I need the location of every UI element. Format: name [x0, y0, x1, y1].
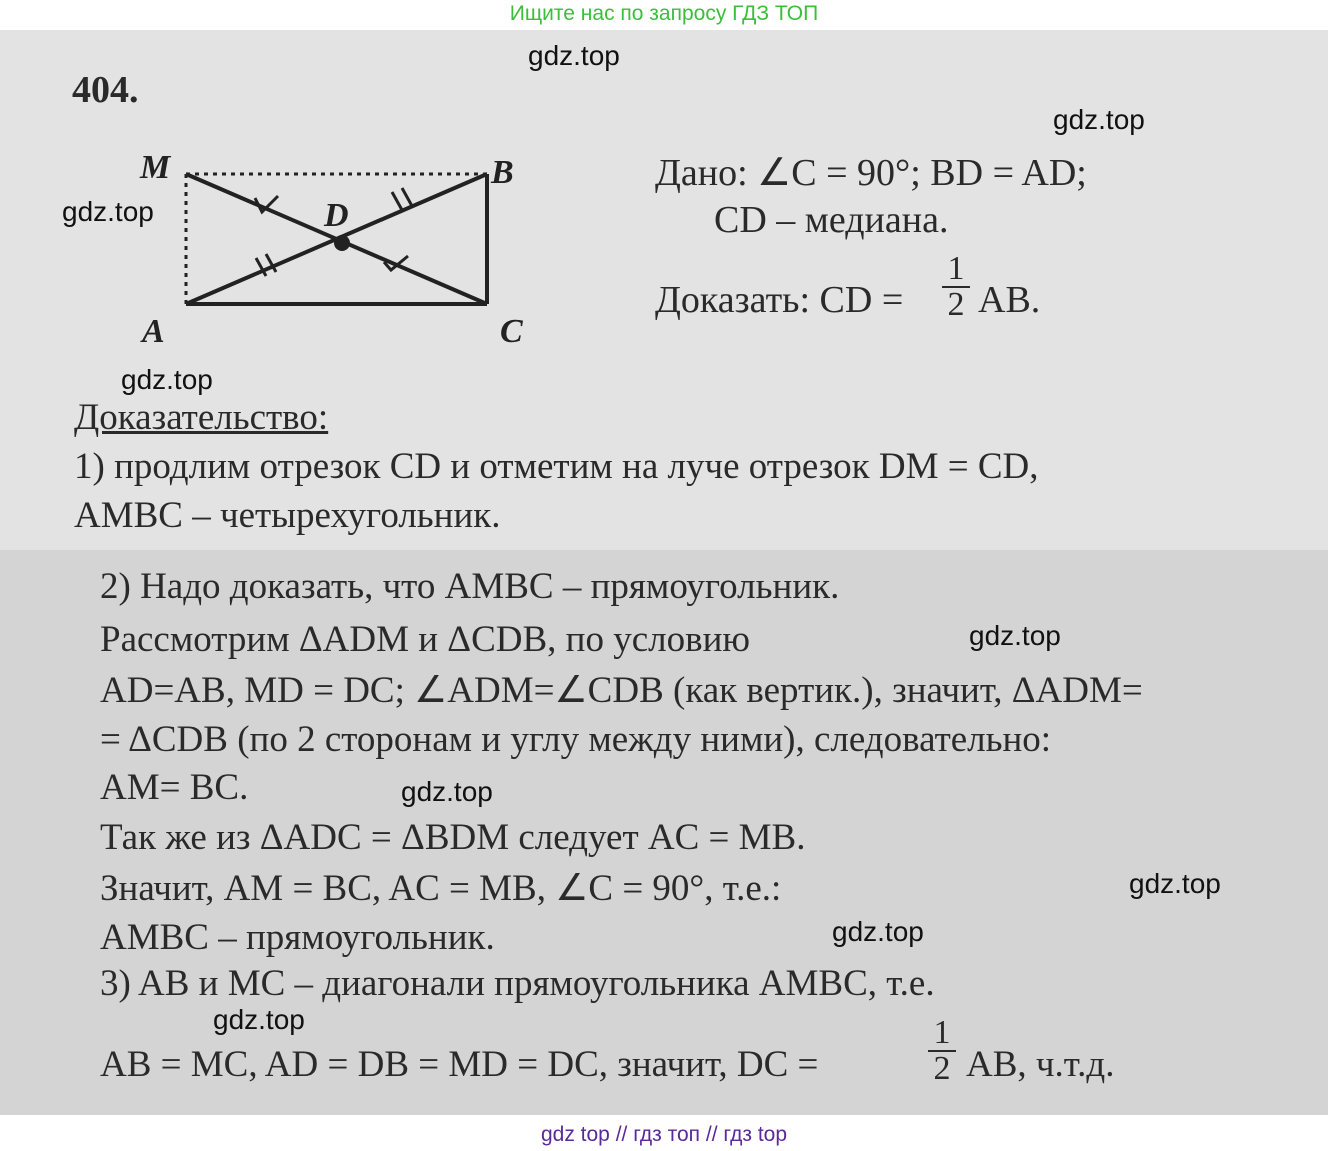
proof-line: Рассмотрим ΔADM и ΔCDB, по условию — [100, 619, 751, 660]
watermark: gdz.top — [1053, 104, 1145, 135]
label-d: D — [324, 197, 349, 234]
proof-line: Значит, AM = BC, AC = MB, ∠C = 90°, т.е.: — [100, 868, 782, 909]
footer-links[interactable]: gdz top // гдз топ // гдз top — [540, 1123, 788, 1146]
watermark: gdz.top — [1129, 868, 1221, 899]
given-line-2: CD – медиана. — [714, 199, 949, 241]
label-b: B — [491, 154, 514, 191]
watermark: gdz.top — [832, 916, 924, 947]
proof-line: 3) AB и MC – диагонали прямоугольника AMBC, т.е. — [100, 963, 935, 1004]
proof-line: AMBC – четырехугольник. — [74, 495, 501, 536]
label-a: A — [142, 313, 165, 350]
point-d — [334, 235, 350, 251]
proof-fraction-denominator: 2 — [933, 1050, 951, 1087]
watermark: gdz.top — [121, 364, 213, 395]
proof-heading: Доказательство: — [74, 397, 329, 438]
proof-last-prefix: AB = MC, AD = DB = MD = DC, значит, DC = — [100, 1044, 819, 1085]
label-m: M — [140, 149, 171, 186]
proof-fraction — [928, 1014, 956, 1087]
prove-fraction-numerator: 1 — [947, 250, 965, 287]
proof-line: AM= BC. — [100, 767, 249, 808]
watermark: gdz.top — [401, 776, 493, 807]
prove-suffix: AB. — [978, 279, 1041, 321]
proof-fraction-numerator: 1 — [933, 1014, 951, 1051]
given-line-1: Дано: ∠C = 90°; BD = AD; — [655, 152, 1087, 194]
label-c: C — [500, 313, 523, 350]
proof-line: Так же из ΔADC = ΔBDM следует AC = MB. — [100, 817, 806, 858]
search-banner[interactable]: Ищите нас по запросу ГДЗ ТОП — [509, 2, 819, 25]
proof-line: = ΔCDB (по 2 сторонам и углу между ними), следовательно: — [100, 719, 1052, 760]
proof-line: 2) Надо доказать, что AMBC – прямоугольник. — [100, 566, 840, 607]
watermark: gdz.top — [62, 196, 154, 227]
proof-line: AMBC – прямоугольник. — [100, 917, 495, 958]
watermark: gdz.top — [969, 620, 1061, 651]
proof-last-suffix: AB, ч.т.д. — [966, 1044, 1115, 1085]
watermark: gdz.top — [528, 40, 620, 71]
prove-prefix: Доказать: CD = — [655, 279, 904, 321]
prove-fraction-denominator: 2 — [947, 286, 965, 323]
proof-line: 1) продлим отрезок CD и отметим на луче отрезок DM = CD, — [74, 446, 1039, 487]
prove-fraction — [942, 250, 970, 323]
proof-line: AD=AB, MD = DC; ∠ADM=∠CDB (как вертик.), значит, ΔADM= — [100, 670, 1143, 711]
problem-number: 404. — [72, 69, 139, 111]
watermark: gdz.top — [213, 1004, 305, 1035]
